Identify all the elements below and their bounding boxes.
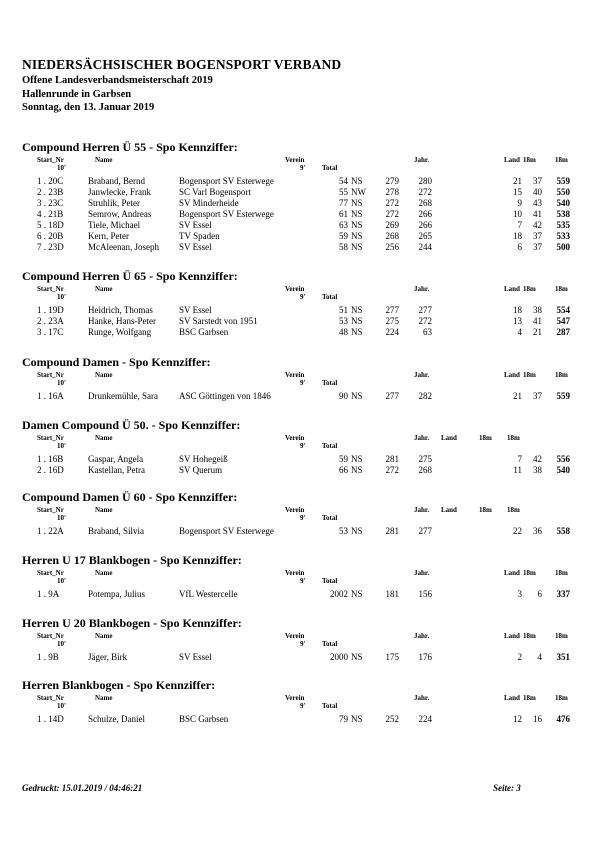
col-10: 10' [57,164,66,172]
col-jahr: Jahr. [414,371,430,379]
athlete-name: Braband, Bernd [88,176,145,186]
col-jahr: Jahr. [414,156,430,164]
col-18m-b: 18m [555,694,568,702]
table-row [0,305,600,316]
value-cell: 18 [513,305,522,315]
event-round: Hallenrunde in Garbsen [22,89,132,100]
value-cell: 21 [513,391,522,401]
col-start-nr: Start_Nr [37,569,64,577]
total-score: 540 [556,198,570,208]
event-date: Sonntag, den 13. Januar 2019 [22,102,155,113]
col-18m-a: 18m [479,506,492,514]
value-cell: 37 [533,242,542,252]
col-10: 10' [57,702,66,710]
athlete-name: Tiele, Michael [88,220,141,230]
value-cell: 244 [418,242,432,252]
col-9: 9' [300,442,306,450]
value-cell: 79 [339,714,348,724]
col-total: Total [322,514,338,522]
col-start-nr: Start_Nr [37,632,64,640]
value-cell: 16 [533,714,542,724]
value-cell: 275 [418,454,432,464]
start-number: 5 . 18D [37,220,64,230]
value-cell: 42 [533,220,542,230]
col-18m-a: 18m [523,285,536,293]
col-land: Land [504,694,520,702]
value-cell: 51 [339,305,348,315]
value-cell: NS [351,316,363,326]
col-verein: Verein [285,506,305,514]
value-cell: NW [351,187,366,197]
value-cell: 41 [533,316,542,326]
col-name: Name [95,285,113,293]
value-cell: 13 [513,316,522,326]
athlete-name: Kastellan, Petra [88,465,145,475]
col-9: 9' [300,702,306,710]
col-10: 10' [57,640,66,648]
value-cell: 37 [533,391,542,401]
start-number: 1 . 16A [37,391,64,401]
club-name: Bogensport SV Esterwege [179,209,274,219]
col-9: 9' [300,514,306,522]
total-score: 540 [556,465,570,475]
start-number: 2 . 16D [37,465,64,475]
table-row [0,327,600,338]
value-cell: 18 [513,231,522,241]
value-cell: NS [351,176,363,186]
section-title: Herren Blankbogen - Spo Kennziffer: [22,678,216,692]
table-row [0,589,600,600]
event-name: Offene Landesverbandsmeisterschaft 2019 [22,75,213,86]
club-name: SV Essel [179,242,212,252]
total-score: 556 [556,454,570,464]
col-start-nr: Start_Nr [37,371,64,379]
col-name: Name [95,371,113,379]
value-cell: 2002 [330,589,348,599]
table-row [0,187,600,198]
club-name: BSC Garbsen [179,714,229,724]
athlete-name: Braband, Silvia [88,526,144,536]
value-cell: NS [351,652,363,662]
value-cell: NS [351,526,363,536]
col-9: 9' [300,379,306,387]
total-score: 554 [556,305,570,315]
col-verein: Verein [285,694,305,702]
col-verein: Verein [285,156,305,164]
col-18m-a: 18m [523,569,536,577]
value-cell: 281 [385,526,399,536]
athlete-name: Potempa, Julius [88,589,146,599]
section-title: Compound Damen Ü 60 - Spo Kennziffer: [22,490,238,504]
col-land: Land [504,371,520,379]
value-cell: 90 [339,391,348,401]
value-cell: 21 [533,327,542,337]
table-row [0,652,600,663]
club-name: TV Spaden [179,231,220,241]
col-start-nr: Start_Nr [37,156,64,164]
club-name: Bogensport SV Esterwege [179,526,274,536]
club-name: ASC Göttingen von 1846 [179,391,271,401]
total-score: 547 [556,316,570,326]
table-row [0,209,600,220]
value-cell: 9 [517,198,522,208]
col-total: Total [322,442,338,450]
value-cell: 54 [339,176,348,186]
value-cell: 272 [418,187,432,197]
col-10: 10' [57,442,66,450]
value-cell: 59 [339,231,348,241]
total-score: 535 [556,220,570,230]
start-number: 3 . 23C [37,198,64,208]
value-cell: 277 [385,391,399,401]
col-10: 10' [57,293,66,301]
athlete-name: Gaspar, Angela [88,454,144,464]
section-title: Compound Herren Ü 65 - Spo Kennziffer: [22,269,238,283]
athlete-name: Semrow, Andreas [88,209,152,219]
value-cell: 7 [517,220,522,230]
col-name: Name [95,632,113,640]
total-score: 476 [556,714,570,724]
table-row [0,220,600,231]
value-cell: 224 [418,714,432,724]
value-cell: 2000 [330,652,348,662]
value-cell: 59 [339,454,348,464]
col-name: Name [95,434,113,442]
col-verein: Verein [285,434,305,442]
value-cell: NS [351,391,363,401]
value-cell: 279 [385,176,399,186]
total-score: 337 [556,589,570,599]
club-name: SV Essel [179,652,212,662]
col-9: 9' [300,293,306,301]
col-total: Total [322,577,338,585]
start-number: 6 . 20B [37,231,64,241]
col-start-nr: Start_Nr [37,506,64,514]
value-cell: 63 [339,220,348,230]
col-9: 9' [300,640,306,648]
athlete-name: Jäger, Birk [88,652,128,662]
club-name: Bogensport SV Esterwege [179,176,274,186]
value-cell: 55 [339,187,348,197]
col-9: 9' [300,164,306,172]
table-row [0,391,600,402]
col-18m-a: 18m [523,371,536,379]
col-10: 10' [57,577,66,585]
col-18m-b: 18m [507,506,520,514]
value-cell: 36 [533,526,542,536]
value-cell: 4 [517,327,522,337]
value-cell: NS [351,327,363,337]
value-cell: NS [351,220,363,230]
start-number: 1 . 19D [37,305,64,315]
value-cell: 61 [339,209,348,219]
value-cell: 269 [385,220,399,230]
section-title: Herren U 17 Blankbogen - Spo Kennziffer: [22,553,242,567]
value-cell: 11 [513,465,522,475]
value-cell: 22 [513,526,522,536]
col-jahr: Jahr. [414,285,430,293]
col-total: Total [322,640,338,648]
total-score: 559 [556,176,570,186]
athlete-name: Drunkemühle, Sara [88,391,158,401]
value-cell: 7 [517,454,522,464]
total-score: 550 [556,187,570,197]
value-cell: 2 [517,652,522,662]
col-jahr: Jahr. [414,434,430,442]
section-title: Damen Compound Ü 50. - Spo Kennziffer: [22,418,241,432]
table-row [0,198,600,209]
col-name: Name [95,569,113,577]
value-cell: 282 [418,391,432,401]
club-name: SV Essel [179,305,212,315]
col-verein: Verein [285,569,305,577]
col-18m-b: 18m [555,632,568,640]
total-score: 538 [556,209,570,219]
col-land: Land [441,434,457,442]
col-18m-b: 18m [555,285,568,293]
athlete-name: Schulze, Daniel [88,714,145,724]
value-cell: 268 [418,198,432,208]
value-cell: 48 [339,327,348,337]
value-cell: 4 [537,652,542,662]
club-name: SV Querum [179,465,223,475]
total-score: 287 [556,327,570,337]
total-score: 351 [556,652,570,662]
athlete-name: Heidrich, Thomas [88,305,153,315]
value-cell: 266 [418,220,432,230]
value-cell: NS [351,465,363,475]
col-10: 10' [57,379,66,387]
col-18m-a: 18m [479,434,492,442]
table-row [0,176,600,187]
table-row [0,454,600,465]
value-cell: 6 [517,242,522,252]
value-cell: 181 [385,589,399,599]
value-cell: NS [351,209,363,219]
value-cell: NS [351,242,363,252]
value-cell: 3 [517,589,522,599]
value-cell: 6 [537,589,542,599]
total-score: 500 [556,242,570,252]
club-name: SC Varl Bogensport [179,187,251,197]
value-cell: NS [351,231,363,241]
value-cell: 277 [418,526,432,536]
table-row [0,242,600,253]
section-title: Compound Damen - Spo Kennziffer: [22,355,211,369]
value-cell: 278 [385,187,399,197]
value-cell: 281 [385,454,399,464]
col-18m-a: 18m [523,632,536,640]
col-9: 9' [300,577,306,585]
table-row [0,316,600,327]
value-cell: 53 [339,526,348,536]
value-cell: 37 [533,176,542,186]
start-number: 2 . 23B [37,187,64,197]
start-number: 1 . 22A [37,526,64,536]
athlete-name: Hanke, Hans-Peter [88,316,156,326]
value-cell: 272 [385,209,399,219]
value-cell: 77 [339,198,348,208]
section-title: Compound Herren Ü 55 - Spo Kennziffer: [22,140,238,154]
value-cell: 256 [385,242,399,252]
value-cell: 37 [533,231,542,241]
value-cell: 175 [385,652,399,662]
section-title: Herren U 20 Blankbogen - Spo Kennziffer: [22,616,242,630]
value-cell: 63 [423,327,432,337]
club-name: SV Hohegeiß [179,454,228,464]
col-jahr: Jahr. [414,569,430,577]
col-total: Total [322,702,338,710]
value-cell: 58 [339,242,348,252]
start-number: 1 . 20C [37,176,64,186]
col-jahr: Jahr. [414,506,430,514]
col-total: Total [322,379,338,387]
start-number: 3 . 17C [37,327,64,337]
value-cell: 41 [533,209,542,219]
start-number: 1 . 9A [37,589,60,599]
col-verein: Verein [285,632,305,640]
start-number: 1 . 14D [37,714,64,724]
col-name: Name [95,156,113,164]
col-18m-b: 18m [555,569,568,577]
athlete-name: Janwlecke, Frank [88,187,151,197]
col-total: Total [322,293,338,301]
col-land: Land [504,156,520,164]
start-number: 1 . 9B [37,652,59,662]
value-cell: 176 [418,652,432,662]
col-verein: Verein [285,285,305,293]
col-name: Name [95,506,113,514]
col-18m-b: 18m [555,156,568,164]
club-name: SV Minderheide [179,198,239,208]
col-jahr: Jahr. [414,694,430,702]
value-cell: 275 [385,316,399,326]
value-cell: 272 [418,316,432,326]
club-name: SV Sarstedt von 1951 [179,316,258,326]
value-cell: 42 [533,454,542,464]
value-cell: NS [351,198,363,208]
value-cell: 12 [513,714,522,724]
value-cell: 224 [385,327,399,337]
start-number: 1 . 16B [37,454,64,464]
value-cell: 272 [385,465,399,475]
col-10: 10' [57,514,66,522]
athlete-name: McAleenan, Joseph [88,242,159,252]
value-cell: 156 [418,589,432,599]
athlete-name: Kern, Peter [88,231,129,241]
club-name: VfL Westercelle [179,589,238,599]
value-cell: 268 [418,465,432,475]
col-verein: Verein [285,371,305,379]
athlete-name: Struhlik, Peter [88,198,140,208]
start-number: 2 . 23A [37,316,64,326]
value-cell: NS [351,714,363,724]
col-total: Total [322,164,338,172]
value-cell: 266 [418,209,432,219]
value-cell: 15 [513,187,522,197]
value-cell: 38 [533,465,542,475]
value-cell: 10 [513,209,522,219]
page-number: Seite: 3 [493,783,521,793]
col-18m-b: 18m [507,434,520,442]
value-cell: 272 [385,198,399,208]
table-row [0,526,600,537]
col-land: Land [441,506,457,514]
club-name: SV Essel [179,220,212,230]
col-start-nr: Start_Nr [37,434,64,442]
value-cell: 252 [385,714,399,724]
printed-timestamp: Gedruckt: 15.01.2019 / 04:46:21 [22,783,143,793]
total-score: 558 [556,526,570,536]
col-jahr: Jahr. [414,632,430,640]
value-cell: NS [351,305,363,315]
value-cell: 40 [533,187,542,197]
value-cell: 21 [513,176,522,186]
value-cell: 66 [339,465,348,475]
table-row [0,231,600,242]
value-cell: NS [351,589,363,599]
col-name: Name [95,694,113,702]
col-18m-a: 18m [523,156,536,164]
col-start-nr: Start_Nr [37,694,64,702]
start-number: 7 . 23D [37,242,64,252]
value-cell: 277 [385,305,399,315]
value-cell: 43 [533,198,542,208]
total-score: 559 [556,391,570,401]
table-row [0,714,600,725]
table-row [0,465,600,476]
total-score: 533 [556,231,570,241]
col-land: Land [504,569,520,577]
col-18m-a: 18m [523,694,536,702]
start-number: 4 . 21B [37,209,64,219]
col-18m-b: 18m [555,371,568,379]
value-cell: 268 [385,231,399,241]
value-cell: NS [351,454,363,464]
value-cell: 280 [418,176,432,186]
value-cell: 53 [339,316,348,326]
col-land: Land [504,632,520,640]
value-cell: 38 [533,305,542,315]
club-name: BSC Garbsen [179,327,229,337]
document-title: NIEDERSÄCHSISCHER BOGENSPORT VERBAND [22,57,342,72]
col-land: Land [504,285,520,293]
athlete-name: Runge, Wolfgang [88,327,152,337]
value-cell: 265 [418,231,432,241]
value-cell: 277 [418,305,432,315]
col-start-nr: Start_Nr [37,285,64,293]
